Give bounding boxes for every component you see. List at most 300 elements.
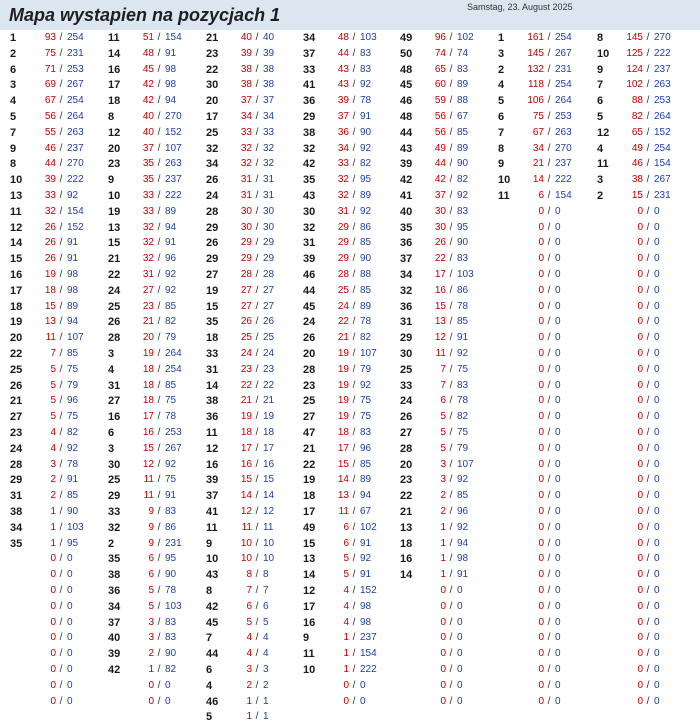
separator: / [157,427,161,438]
total-count: 0 [555,537,561,549]
hit-count: 33 [337,158,349,170]
separator: / [646,47,650,59]
hit-count: 43 [337,63,349,75]
total-count: 3 [263,664,269,675]
separator: / [157,316,161,328]
position-number: 13 [303,553,316,566]
separator: / [646,158,650,170]
hit-count: 15 [142,442,154,454]
position-number: 30 [108,458,121,471]
total-count: 91 [67,253,79,265]
separator: / [352,490,356,502]
position-number: 3 [108,348,115,360]
separator: / [547,79,551,91]
total-count: 264 [67,111,84,122]
total-count: 6 [263,600,269,612]
total-count: 270 [165,111,182,122]
hit-count: 1 [50,506,56,517]
hit-count: 19 [337,348,349,359]
separator: / [59,679,63,691]
hit-count: 23 [240,363,252,375]
hit-count: 3 [246,664,252,675]
separator: / [59,600,63,612]
separator: / [59,490,63,502]
position-number: 24 [206,190,219,202]
separator: / [449,521,453,533]
total-count: 83 [165,632,177,644]
hit-count: 0 [50,553,56,565]
separator: / [157,632,161,644]
hit-count: 15 [434,300,446,312]
hit-count: 102 [626,79,643,91]
total-count: 79 [165,332,177,344]
total-count: 85 [457,316,469,328]
position-number: 41 [206,506,219,518]
separator: / [157,664,161,675]
separator: / [255,63,259,75]
table-row [0,426,700,440]
position-number: 26 [400,411,413,424]
position-number: 21 [303,442,316,455]
position-number: 37 [108,616,121,629]
separator: / [646,411,650,423]
total-count: 253 [67,63,84,75]
table-row [0,663,700,677]
hit-count: 18 [44,284,56,296]
separator: / [352,174,356,186]
separator: / [255,537,259,549]
hit-count: 11 [241,521,252,533]
hit-count: 0 [538,458,544,470]
hit-count: 4 [343,616,349,628]
total-count: 0 [654,363,660,375]
hit-count: 1 [440,521,446,533]
separator: / [59,253,63,265]
hit-count: 0 [637,205,643,217]
hit-count: 46 [44,142,56,154]
total-count: 0 [555,585,561,596]
hit-count: 37 [337,111,349,122]
total-count: 95 [165,553,177,565]
total-count: 92 [360,553,372,565]
hit-count: 0 [538,664,544,675]
hit-count: 33 [142,190,154,201]
separator: / [157,553,161,565]
separator: / [255,348,259,359]
position-number: 12 [206,442,219,455]
position-number: 2 [597,190,604,202]
position-number: 24 [10,442,23,455]
position-number: 39 [108,648,121,661]
hit-count: 145 [527,47,544,59]
hit-count: 38 [240,79,252,91]
position-number: 35 [206,316,219,329]
hit-count: 31 [142,269,154,280]
total-count: 0 [654,458,660,470]
total-count: 26 [263,316,275,328]
separator: / [646,253,650,265]
position-number: 33 [206,348,219,360]
separator: / [352,363,356,375]
position-number: 9 [303,632,310,645]
total-count: 0 [555,458,561,470]
total-count: 231 [165,537,182,549]
position-number: 42 [400,174,413,187]
separator: / [449,126,453,138]
separator: / [646,553,650,565]
hit-count: 0 [440,585,446,596]
position-number: 20 [108,142,121,155]
position-number: 14 [400,569,413,582]
total-count: 0 [654,284,660,296]
separator: / [157,47,161,59]
hit-count: 2 [148,648,154,660]
hit-count: 28 [337,269,349,280]
separator: / [255,585,259,596]
hit-count: 0 [50,600,56,612]
total-count: 75 [67,411,79,423]
separator: / [157,695,161,707]
hit-count: 21 [142,316,154,328]
total-count: 0 [654,395,660,407]
hit-count: 39 [240,47,252,59]
position-number: 6 [498,111,505,123]
table-row [0,537,700,551]
separator: / [352,221,356,233]
total-count: 0 [654,300,660,312]
hit-count: 0 [343,679,349,691]
separator: / [157,600,161,612]
table-row [0,473,700,487]
position-number: 19 [108,205,121,218]
total-count: 254 [67,32,84,43]
total-count: 75 [360,395,372,407]
separator: / [59,63,63,75]
separator: / [59,95,63,107]
hit-count: 5 [50,395,56,407]
separator: / [59,521,63,533]
hit-count: 14 [532,174,544,186]
position-number: 46 [303,269,316,281]
total-count: 38 [263,79,275,91]
total-count: 267 [654,174,671,186]
total-count: 10 [263,553,275,565]
separator: / [157,458,161,470]
hit-count: 37 [142,142,154,154]
position-number: 29 [206,253,219,266]
separator: / [646,664,650,675]
separator: / [547,126,551,138]
total-count: 270 [654,32,671,43]
total-count: 85 [457,126,469,138]
separator: / [547,616,551,628]
position-number: 11 [597,158,609,171]
separator: / [255,174,259,186]
total-count: 0 [654,379,660,391]
separator: / [255,600,259,612]
total-count: 91 [360,111,372,122]
total-count: 0 [67,553,73,565]
position-number: 28 [303,363,316,376]
hit-count: 18 [142,363,154,375]
position-number: 8 [108,111,115,123]
hit-count: 26 [44,237,56,249]
separator: / [255,679,259,691]
hit-count: 0 [637,348,643,359]
hit-count: 5 [246,616,252,628]
position-number: 45 [400,79,413,92]
hit-count: 43 [337,79,349,91]
separator: / [547,648,551,660]
total-count: 75 [165,395,177,407]
separator: / [646,616,650,628]
hit-count: 5 [440,442,446,454]
position-number: 38 [108,569,121,582]
hit-count: 3 [440,458,446,470]
separator: / [59,348,63,359]
separator: / [255,47,259,59]
hit-count: 5 [440,411,446,423]
hit-count: 21 [532,158,544,170]
total-count: 0 [654,205,660,217]
total-count: 231 [67,47,84,59]
total-count: 154 [360,648,377,660]
separator: / [59,79,63,91]
total-count: 88 [457,95,469,107]
separator: / [646,458,650,470]
total-count: 90 [360,253,372,265]
hit-count: 0 [637,679,643,691]
position-number: 15 [303,537,316,550]
total-count: 83 [457,205,469,217]
total-count: 102 [360,521,377,533]
hit-count: 33 [142,205,154,217]
total-count: 0 [654,664,660,675]
hit-count: 10 [240,537,252,549]
hit-count: 15 [44,300,56,312]
position-number: 32 [206,142,219,155]
separator: / [255,316,259,328]
hit-count: 42 [434,174,446,186]
hit-count: 32 [142,221,154,233]
position-number: 43 [206,569,219,582]
total-count: 263 [555,126,572,138]
separator: / [255,411,259,423]
total-count: 0 [457,585,463,596]
separator: / [255,474,259,486]
separator: / [646,190,650,201]
separator: / [646,648,650,660]
hit-count: 0 [637,284,643,296]
table-row [0,110,700,124]
position-number: 16 [400,553,413,566]
separator: / [646,490,650,502]
position-number: 32 [400,284,413,297]
hit-count: 0 [637,521,643,533]
total-count: 92 [457,348,469,359]
total-count: 78 [67,458,79,470]
position-number: 28 [400,442,413,455]
hit-count: 75 [532,111,544,122]
position-number: 14 [10,237,23,250]
position-number: 19 [10,316,23,329]
position-number: 6 [597,95,604,108]
separator: / [547,395,551,407]
separator: / [449,537,453,549]
total-count: 231 [654,190,671,201]
separator: / [255,664,259,675]
separator: / [59,300,63,312]
total-count: 96 [457,506,469,517]
total-count: 91 [165,237,177,249]
separator: / [449,348,453,359]
position-number: 16 [10,269,23,281]
separator: / [646,632,650,644]
table-row [0,252,700,266]
separator: / [449,395,453,407]
position-number: 36 [108,585,121,597]
total-count: 0 [555,616,561,628]
total-count: 94 [67,316,79,328]
hit-count: 23 [142,300,154,312]
hit-count: 0 [148,695,154,707]
total-count: 78 [457,300,469,312]
total-count: 5 [263,616,269,628]
separator: / [449,237,453,249]
table-row [0,710,700,723]
hit-count: 161 [527,32,544,43]
hit-count: 5 [343,553,349,565]
hit-count: 1 [343,648,349,660]
position-number: 5 [597,111,604,123]
hit-count: 30 [434,205,446,217]
separator: / [352,427,356,438]
position-number: 11 [206,521,218,534]
separator: / [352,632,356,644]
position-number: 1 [10,32,17,44]
hit-count: 22 [434,253,446,265]
total-count: 75 [165,474,177,486]
total-count: 0 [555,284,561,296]
total-count: 75 [360,411,372,423]
position-number: 33 [303,63,316,76]
position-number: 16 [108,63,121,76]
total-count: 0 [67,632,73,644]
separator: / [449,32,453,43]
total-count: 89 [67,300,79,312]
table-row [0,363,700,377]
separator: / [59,111,63,122]
hit-count: 0 [637,695,643,707]
separator: / [157,474,161,486]
total-count: 91 [457,332,469,344]
hit-count: 0 [538,474,544,486]
hit-count: 0 [637,490,643,502]
position-number: 31 [303,237,316,250]
hit-count: 0 [50,695,56,707]
total-count: 0 [67,569,73,581]
position-number: 10 [10,174,23,187]
hit-count: 0 [637,648,643,660]
page-title: Mapa wystapien na pozycjach 1 [9,5,281,25]
hit-count: 0 [538,569,544,581]
hit-count: 69 [44,79,56,91]
hit-count: 24 [240,348,252,359]
total-count: 27 [263,284,275,296]
total-count: 237 [67,142,84,154]
hit-count: 30 [240,205,252,217]
position-number: 49 [303,521,316,534]
hit-count: 0 [538,427,544,438]
hit-count: 6 [440,395,446,407]
total-count: 16 [263,458,275,470]
position-number: 8 [597,32,604,44]
hit-count: 5 [50,411,56,423]
hit-count: 9 [148,506,154,517]
total-count: 0 [457,664,463,675]
separator: / [157,363,161,375]
total-count: 0 [555,348,561,359]
total-count: 270 [67,158,84,170]
separator: / [59,632,63,644]
total-count: 32 [263,158,275,170]
hit-count: 29 [337,237,349,249]
position-number: 12 [597,126,610,139]
total-count: 32 [263,142,275,154]
hit-count: 0 [538,648,544,660]
separator: / [646,95,650,107]
hit-count: 0 [538,316,544,328]
separator: / [646,379,650,391]
hit-count: 32 [240,158,252,170]
separator: / [157,32,161,43]
hit-count: 30 [240,221,252,233]
position-number: 17 [303,600,316,613]
separator: / [59,458,63,470]
position-number: 25 [108,300,121,313]
separator: / [449,616,453,628]
total-count: 96 [360,442,372,454]
separator: / [255,284,259,296]
position-number: 11 [206,427,218,439]
table-row [0,205,700,219]
position-number: 25 [108,474,121,487]
total-count: 0 [555,395,561,407]
table-row [0,142,700,156]
total-count: 91 [67,237,79,249]
total-count: 0 [555,269,561,280]
position-number: 22 [400,490,413,503]
total-count: 85 [457,490,469,502]
separator: / [157,379,161,391]
total-count: 253 [165,427,182,438]
total-count: 222 [654,47,671,59]
total-count: 0 [555,221,561,233]
table-row [0,521,700,535]
separator: / [157,253,161,265]
total-count: 89 [457,142,469,154]
total-count: 83 [457,253,469,265]
position-number: 14 [108,47,121,60]
total-count: 98 [360,600,372,612]
position-number: 11 [498,190,510,202]
total-count: 90 [165,648,177,660]
hit-count: 37 [434,190,446,201]
position-number: 31 [400,316,413,329]
total-count: 85 [360,458,372,470]
position-number: 36 [400,237,413,250]
total-count: 0 [555,521,561,533]
